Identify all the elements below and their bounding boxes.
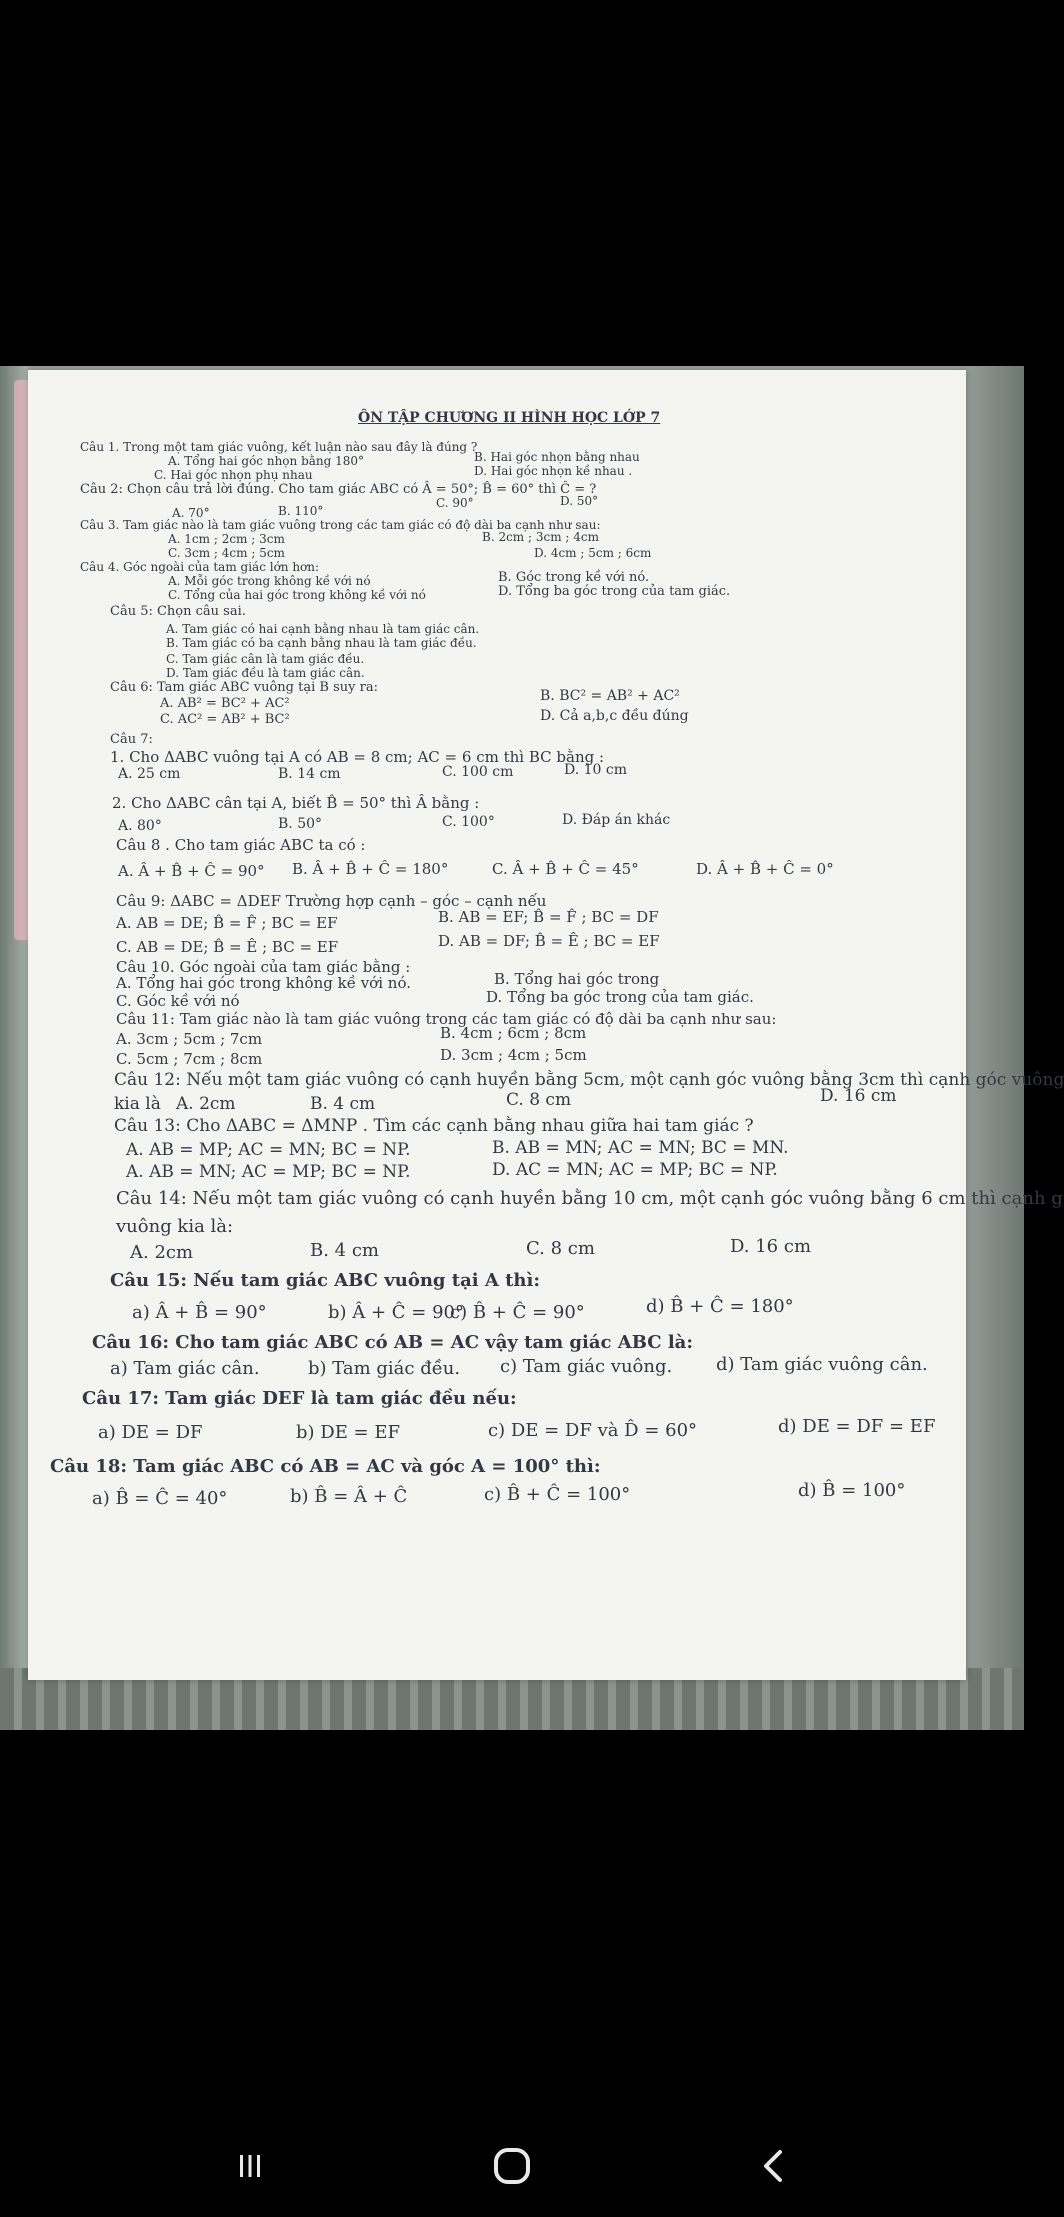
q10-option-d: D. Tổng ba góc trong của tam giác.: [486, 988, 754, 1006]
q12-continuation: kia là: [114, 1094, 161, 1114]
q16-option-c: c) Tam giác vuông.: [500, 1356, 673, 1377]
recent-apps-button[interactable]: [190, 2115, 310, 2217]
q15-option-c: c) B̂ + Ĉ = 90°: [450, 1302, 585, 1323]
q8-option-c: C. Â + B̂ + Ĉ = 45°: [492, 860, 639, 878]
q6-option-d: D. Cả a,b,c đều đúng: [540, 708, 689, 724]
q15-option-d: d) B̂ + Ĉ = 180°: [646, 1296, 794, 1317]
q16-option-d: d) Tam giác vuông cân.: [716, 1354, 928, 1375]
question-15: Câu 15: Nếu tam giác ABC vuông tại A thì:: [110, 1270, 540, 1291]
q11-option-c: C. 5cm ; 7cm ; 8cm: [116, 1050, 263, 1068]
q16-option-b: b) Tam giác đều.: [308, 1358, 461, 1379]
q13-option-c: A. AB = MN; AC = MP; BC = NP.: [126, 1162, 411, 1182]
home-icon: [490, 2144, 534, 2188]
q9-option-c: C. AB = DE; B̂ = Ê ; BC = EF: [116, 938, 339, 956]
back-icon: [758, 2148, 790, 2184]
q5-option-c: C. Tam giác cân là tam giác đều.: [166, 652, 365, 666]
q9-option-a: A. AB = DE; B̂ = F̂ ; BC = EF: [116, 914, 338, 932]
q3-option-b: B. 2cm ; 3cm ; 4cm: [482, 530, 599, 544]
q17-option-a: a) DE = DF: [98, 1422, 203, 1443]
q17-option-b: b) DE = EF: [296, 1422, 400, 1443]
question-8: Câu 8 . Cho tam giác ABC ta có :: [116, 836, 366, 854]
question-4: Câu 4. Góc ngoài của tam giác lớn hơn:: [80, 560, 320, 574]
q2-option-d: D. 50°: [560, 494, 599, 508]
back-button[interactable]: [714, 2115, 834, 2217]
q7-1-option-b: B. 14 cm: [278, 766, 341, 782]
q8-option-b: B. Â + B̂ + Ĉ = 180°: [292, 860, 449, 878]
question-1: Câu 1. Trong một tam giác vuông, kết luận nào sau đây là đúng ?: [80, 440, 478, 454]
q5-option-d: D. Tam giác đều là tam giác cân.: [166, 666, 365, 680]
q18-option-b: b) B̂ = Â + Ĉ: [290, 1486, 408, 1507]
q4-option-d: D. Tổng ba góc trong của tam giác.: [498, 584, 731, 599]
q12-option-c: C. 8 cm: [506, 1090, 572, 1110]
q9-option-d: D. AB = DF; B̂ = Ê ; BC = EF: [438, 932, 660, 950]
system-navigation-bar: [0, 2115, 1024, 2217]
question-11: Câu 11: Tam giác nào là tam giác vuông trong các tam giác có độ dài ba cạnh như sau:: [116, 1010, 777, 1028]
q12-option-b: B. 4 cm: [310, 1094, 376, 1114]
q13-option-a: A. AB = MP; AC = MN; BC = NP.: [126, 1140, 411, 1160]
q7-1-option-a: A. 25 cm: [118, 766, 181, 782]
q14-option-c: C. 8 cm: [526, 1238, 595, 1259]
q1-option-b: B. Hai góc nhọn bằng nhau: [474, 450, 640, 464]
q7-part-2: 2. Cho ΔABC cân tại A, biết B̂ = 50° thì Â bằng :: [112, 794, 480, 812]
q14-option-d: D. 16 cm: [730, 1236, 812, 1257]
q2-option-a: A. 70°: [172, 506, 210, 520]
worksheet-paper: [28, 370, 1064, 1680]
q13-option-d: D. AC = MN; AC = MP; BC = NP.: [492, 1160, 778, 1180]
q3-option-c: C. 3cm ; 4cm ; 5cm: [168, 546, 285, 560]
q7-1-option-d: D. 10 cm: [564, 762, 628, 778]
q17-option-d: d) DE = DF = EF: [778, 1416, 936, 1437]
q2-option-b: B. 110°: [278, 504, 324, 518]
q18-option-c: c) B̂ + Ĉ = 100°: [484, 1484, 631, 1505]
q12-option-a: A. 2cm: [176, 1094, 236, 1114]
q14-option-b: B. 4 cm: [310, 1240, 379, 1261]
q1-option-c: C. Hai góc nhọn phụ nhau: [154, 468, 313, 482]
question-14: Câu 14: Nếu một tam giác vuông có cạnh huyền bằng 10 cm, một cạnh góc vuông bằng 6 cm thì cạnh g: [116, 1188, 1063, 1209]
q18-option-d: d) B̂ = 100°: [798, 1480, 906, 1501]
q7-2-option-b: B. 50°: [278, 816, 323, 832]
worksheet-title: ÔN TẬP CHƯƠNG II HÌNH HỌC LỚP 7: [358, 410, 661, 426]
q3-option-a: A. 1cm ; 2cm ; 3cm: [168, 532, 285, 546]
q7-2-option-a: A. 80°: [118, 818, 162, 834]
q14-continuation: vuông kia là:: [116, 1216, 234, 1237]
q4-option-b: B. Góc trong kề với nó.: [498, 570, 650, 585]
q17-option-c: c) DE = DF và D̂ = 60°: [488, 1420, 698, 1441]
q7-part-1: 1. Cho ΔABC vuông tại A có AB = 8 cm; AC = 6 cm thì BC bằng :: [110, 748, 605, 766]
q11-option-d: D. 3cm ; 4cm ; 5cm: [440, 1046, 587, 1064]
question-10: Câu 10. Góc ngoài của tam giác bằng :: [116, 958, 411, 976]
home-button[interactable]: [452, 2115, 572, 2217]
q5-option-b: B. Tam giác có ba cạnh bằng nhau là tam giác đều.: [166, 636, 477, 650]
q15-option-a: a) Â + B̂ = 90°: [132, 1302, 267, 1323]
q1-option-a: A. Tổng hai góc nhọn bằng 180°: [168, 454, 365, 468]
q6-option-a: A. AB² = BC² + AC²: [160, 696, 290, 711]
question-9: Câu 9: ΔABC = ΔDEF Trường hợp cạnh – góc – cạnh nếu: [116, 892, 547, 910]
question-12: Câu 12: Nếu một tam giác vuông có cạnh huyền bằng 5cm, một cạnh góc vuông bằng 3cm thì cạnh góc vuông: [114, 1070, 1064, 1090]
q1-option-d: D. Hai góc nhọn kề nhau .: [474, 464, 633, 478]
question-5: Câu 5: Chọn câu sai.: [110, 604, 246, 619]
question-13: Câu 13: Cho ΔABC = ΔMNP . Tìm các cạnh bằng nhau giữa hai tam giác ?: [114, 1116, 754, 1136]
q4-option-c: C. Tổng của hai góc trong không kề với nó: [168, 588, 426, 602]
q11-option-b: B. 4cm ; 6cm ; 8cm: [440, 1024, 587, 1042]
q10-option-b: B. Tổng hai góc trong: [494, 970, 660, 988]
q7-1-option-c: C. 100 cm: [442, 764, 514, 780]
q9-option-b: B. AB = EF; B̂ = F̂ ; BC = DF: [438, 908, 659, 926]
question-18: Câu 18: Tam giác ABC có AB = AC và góc A = 100° thì:: [50, 1456, 601, 1477]
q13-option-b: B. AB = MN; AC = MN; BC = MN.: [492, 1138, 789, 1158]
q6-option-c: C. AC² = AB² + BC²: [160, 712, 290, 727]
question-6: Câu 6: Tam giác ABC vuông tại B suy ra:: [110, 680, 378, 695]
q15-option-b: b) Â + Ĉ = 90°: [328, 1302, 464, 1323]
question-3: Câu 3. Tam giác nào là tam giác vuông trong các tam giác có độ dài ba cạnh như sau:: [80, 518, 601, 532]
q8-option-d: D. Â + B̂ + Ĉ = 0°: [696, 860, 834, 878]
question-16: Câu 16: Cho tam giác ABC có AB = AC vậy tam giác ABC là:: [92, 1332, 693, 1353]
q5-option-a: A. Tam giác có hai cạnh bằng nhau là tam giác cân.: [166, 622, 480, 636]
q10-option-c: C. Góc kề với nó: [116, 992, 240, 1010]
q6-option-b: B. BC² = AB² + AC²: [540, 688, 680, 704]
question-7: Câu 7:: [110, 732, 153, 747]
q7-2-option-c: C. 100°: [442, 814, 495, 830]
recent-apps-icon: [234, 2150, 266, 2182]
q10-option-a: A. Tổng hai góc trong không kề với nó.: [116, 974, 411, 992]
q16-option-a: a) Tam giác cân.: [110, 1358, 260, 1379]
q2-option-c: C. 90°: [436, 496, 474, 510]
q4-option-a: A. Mỗi góc trong không kề với nó: [168, 574, 371, 588]
q12-option-d: D. 16 cm: [820, 1086, 897, 1106]
q3-option-d: D. 4cm ; 5cm ; 6cm: [534, 546, 652, 560]
q18-option-a: a) B̂ = Ĉ = 40°: [92, 1488, 228, 1509]
question-17: Câu 17: Tam giác DEF là tam giác đều nếu:: [82, 1388, 517, 1409]
question-2: Câu 2: Chọn câu trả lời đúng. Cho tam giác ABC có Â = 50°; B̂ = 60° thì Ĉ = ?: [80, 482, 597, 497]
q11-option-a: A. 3cm ; 5cm ; 7cm: [116, 1030, 263, 1048]
q8-option-a: A. Â + B̂ + Ĉ = 90°: [118, 862, 265, 880]
q7-2-option-d: D. Đáp án khác: [562, 812, 671, 828]
q14-option-a: A. 2cm: [130, 1242, 194, 1263]
